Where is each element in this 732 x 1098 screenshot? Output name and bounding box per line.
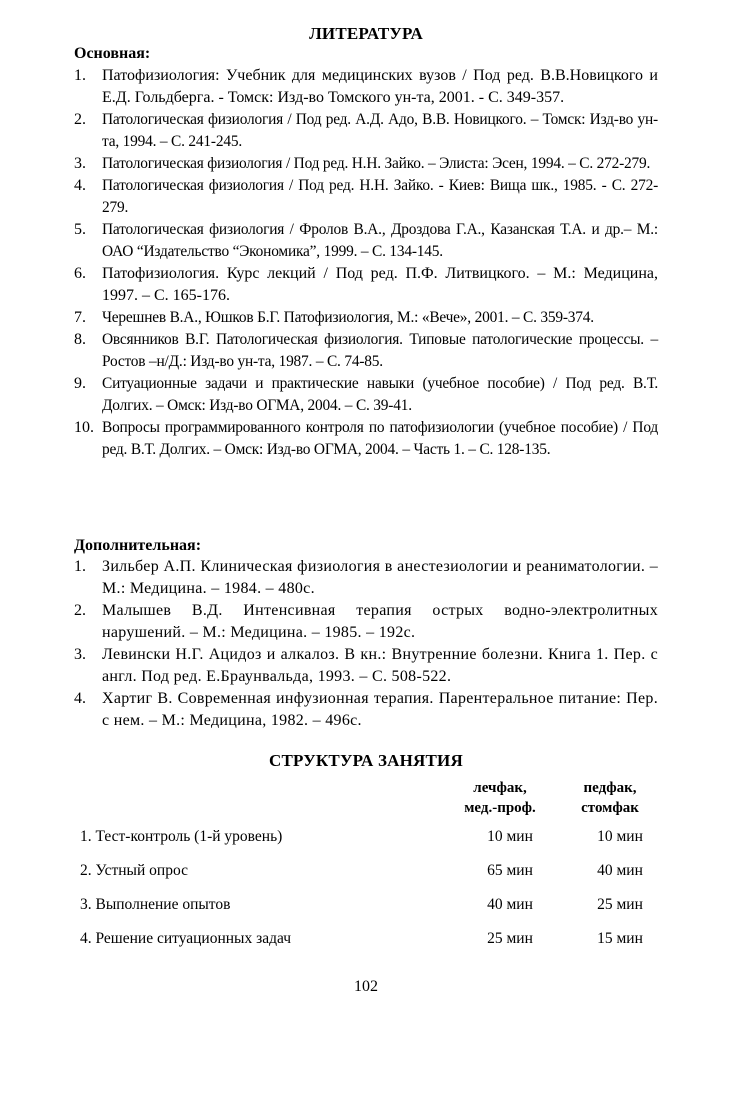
- list-item: [74, 688, 658, 732]
- literature-title: ЛИТЕРАТУРА: [309, 24, 423, 43]
- reference-text: Ситуационные задачи и практические навыки (учебное пособие) / Под ред. В.Т. Долгих. – Омск: Изд-во ОГМА, 2004. – С. 39-41.: [102, 375, 658, 414]
- column-header-line: стомфак: [581, 800, 639, 816]
- list-item: [74, 556, 658, 600]
- table-row: [80, 862, 660, 884]
- item-number: 7.: [74, 309, 86, 326]
- duration-pedfak: 25 мин: [597, 896, 643, 913]
- reference-text: Патофизиология. Курс лекций / Под ред. П.Ф. Литвицкого. – М.: Медицина, 1997. – С. 165-176.: [102, 265, 658, 304]
- item-number: 8.: [74, 331, 86, 348]
- column-header-line: лечфак,: [473, 780, 527, 796]
- structure-title: СТРУКТУРА ЗАНЯТИЯ: [269, 751, 463, 770]
- item-number: 6.: [74, 265, 86, 282]
- item-number: 3.: [74, 646, 86, 663]
- main-literature-label: Основная:: [74, 45, 151, 62]
- reference-text: Патологическая физиология / Под ред. А.Д. Адо, В.В. Новицкого. – Томск: Изд-во ун-та, 1994. – С. 241-245.: [102, 111, 658, 150]
- list-item: [74, 263, 658, 307]
- reference-text: Левински Н.Г. Ацидоз и алкалоз. В кн.: Внутренние болезни. Книга 1. Пер. с англ. Под ред. Е.Браунвальда, 1993. – С. 508-522.: [102, 646, 658, 685]
- list-item: [74, 600, 658, 644]
- list-item: [74, 109, 658, 153]
- list-item: [74, 153, 658, 175]
- reference-text: Патофизиология: Учебник для медицинских вузов / Под ред. В.В.Новицкого и Е.Д. Гольдберга. - Томск: Изд-во Томского ун-та, 2001. - С. 349-357.: [102, 67, 658, 106]
- duration-pedfak: 10 мин: [597, 828, 643, 845]
- reference-text: Патологическая физиология / Под ред. Н.Н. Зайко. – Элиста: Эсен, 1994. – С. 272-279.: [102, 155, 651, 172]
- list-item: [74, 65, 658, 109]
- list-item: [74, 644, 658, 688]
- list-item: [74, 417, 658, 461]
- reference-text: Вопросы программированного контроля по патофизиологии (учебное пособие) / Под ред. В.Т. Долгих. – Омск: Изд-во ОГМА, 2004. – Часть 1. – С. 128-135.: [102, 419, 658, 458]
- reference-text: Черешнев В.А., Юшков Б.Г. Патофизиология, М.: «Вече», 2001. – С. 359-374.: [102, 309, 594, 326]
- list-item: [74, 329, 658, 373]
- column-header-pedfak: [560, 778, 660, 818]
- table-row: [80, 896, 660, 918]
- duration-pedfak: 15 мин: [597, 930, 643, 947]
- reference-text: Малышев В.Д. Интенсивная терапия острых водно-электролитных нарушений. – М.: Медицина. – 1985. – 192с.: [102, 602, 658, 641]
- column-header-line: мед.-проф.: [464, 800, 536, 816]
- table-row: [80, 828, 660, 850]
- reference-text: Зильбер А.П. Клиническая физиология в анестезиологии и реаниматологии. – М.: Медицина. – 1984. – 480с.: [102, 558, 658, 597]
- item-number: 10.: [74, 419, 94, 436]
- column-header-lechfak: [440, 778, 560, 818]
- list-item: [74, 219, 658, 263]
- reference-text: Хартиг В. Современная инфузионная терапия. Парентеральное питание: Пер. с нем. – М.: Медицина, 1982. – 496с.: [102, 690, 658, 729]
- duration-lechfak: 10 мин: [487, 828, 533, 845]
- item-number: 1.: [74, 67, 86, 84]
- item-number: 3.: [74, 155, 86, 172]
- item-number: 4.: [74, 690, 86, 707]
- task-name: 2. Устный опрос: [80, 862, 188, 879]
- item-number: 2.: [74, 602, 86, 619]
- list-item: [74, 175, 658, 219]
- additional-literature-list: [74, 556, 658, 732]
- list-item: [74, 307, 658, 329]
- item-number: 1.: [74, 558, 86, 575]
- list-item: [74, 373, 658, 417]
- duration-pedfak: 40 мин: [597, 862, 643, 879]
- item-number: 5.: [74, 221, 86, 238]
- main-literature-list: [74, 65, 658, 461]
- item-number: 2.: [74, 111, 86, 128]
- page-number: 102: [354, 978, 378, 995]
- item-number: 9.: [74, 375, 86, 392]
- table-row: [80, 930, 660, 952]
- column-header-line: педфак,: [583, 780, 637, 796]
- reference-text: Овсянников В.Г. Патологическая физиология. Типовые патологические процессы. – Ростов –н/Д.: Изд-во ун-та, 1987. – С. 74-85.: [102, 331, 658, 370]
- duration-lechfak: 65 мин: [487, 862, 533, 879]
- reference-text: Патологическая физиология / Под ред. Н.Н. Зайко. - Киев: Вища шк., 1985. - С. 272-279.: [102, 177, 658, 216]
- additional-literature-label: Дополнительная:: [74, 537, 202, 554]
- task-name: 4. Решение ситуационных задач: [80, 930, 292, 947]
- reference-text: Патологическая физиология / Фролов В.А., Дроздова Г.А., Казанская Т.А. и др.– М.: ОАО “Издательство “Экономика”, 1999. – С. 134-145.: [102, 221, 658, 260]
- duration-lechfak: 25 мин: [487, 930, 533, 947]
- item-number: 4.: [74, 177, 86, 194]
- duration-lechfak: 40 мин: [487, 896, 533, 913]
- task-name: 3. Выполнение опытов: [80, 896, 231, 913]
- task-name: 1. Тест-контроль (1-й уровень): [80, 828, 283, 845]
